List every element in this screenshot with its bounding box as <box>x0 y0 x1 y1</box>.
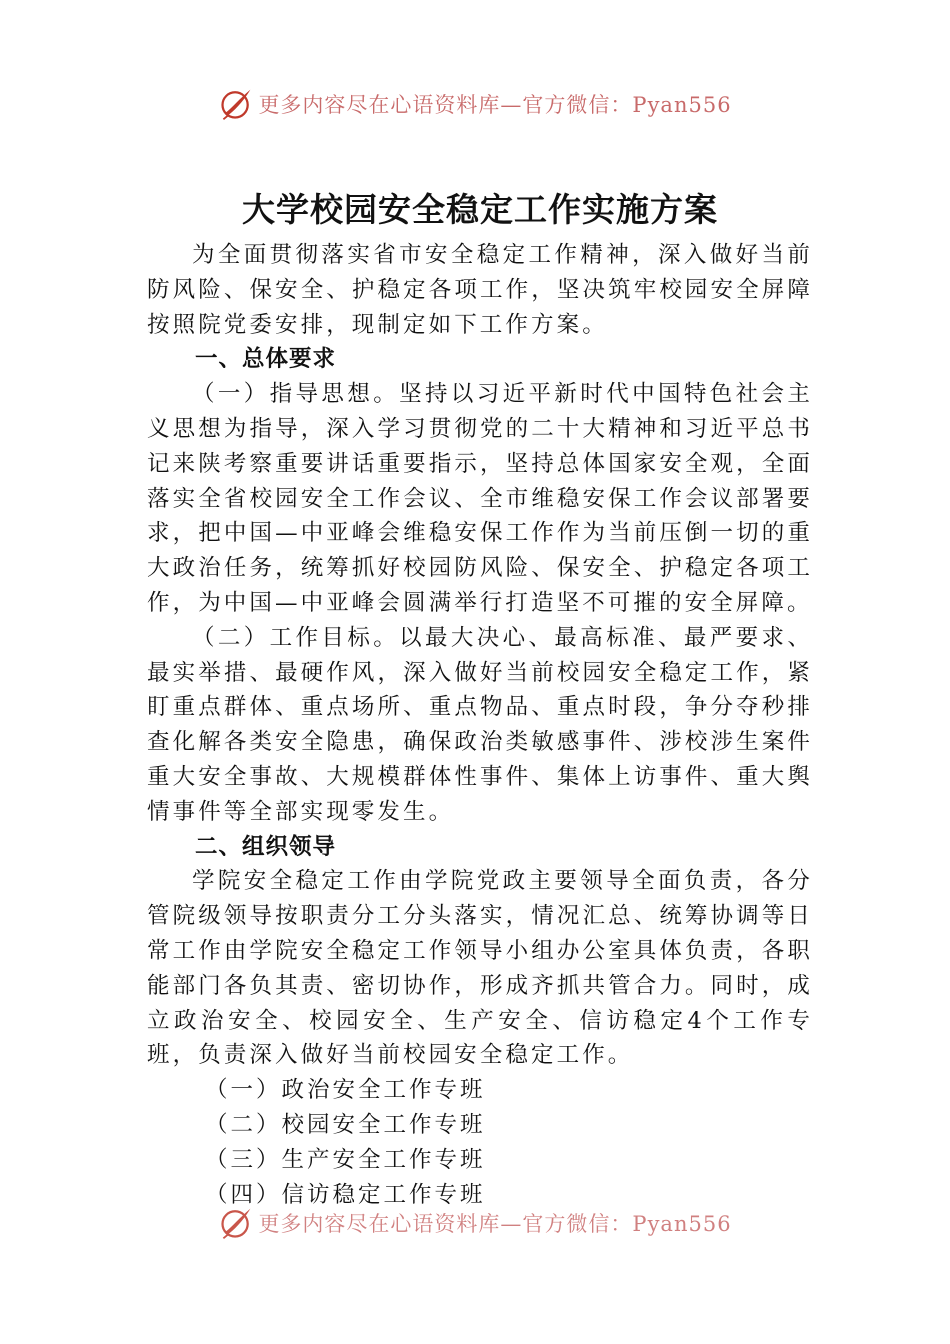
document-body <box>147 188 813 1212</box>
watermark-text: 更多内容尽在心语资料库—官方微信：Pyan556 <box>258 93 732 117</box>
section-heading-organization: 二、组织领导 <box>195 833 337 860</box>
watermark-header <box>0 84 950 124</box>
work-goals-paragraph: （二）工作目标。以最大决心、最高标准、最严要求、最实举措、最硬作风，深入做好当前校园安全稳定工作，紧盯重点群体、重点场所、重点物品、重点时段，争分夺秒排查化解各类安全隐患，确保政治类敏感事件、涉校涉生案件重大安全事故、大规模群体性事件、集体上访事件、重大舆情事件等全部实现零发生。 <box>147 624 813 825</box>
watermark-footer <box>0 1203 950 1243</box>
guiding-ideology-paragraph: （一）指导思想。坚持以习近平新时代中国特色社会主义思想为指导，深入学习贯彻党的二十大精神和习近平总书记来陕考察重要讲话重要指示，坚持总体国家安全观，全面落实全省校园安全工作会议、全市维稳安保工作会议部署要求，把中国—中亚峰会维稳安保工作作为当前压倒一切的重大政治任务，统筹抓好校园防风险、保安全、护稳定各项工作，为中国—中亚峰会圆满举行打造坚不可摧的安全屏障。 <box>147 381 813 616</box>
team-list-item: （一）政治安全工作专班 <box>205 1077 486 1104</box>
team-list-item: （四）信访稳定工作专班 <box>205 1181 486 1208</box>
intro-paragraph: 为全面贯彻落实省市安全稳定工作精神，深入做好当前防风险、保安全、护稳定各项工作，坚决筑牢校园安全屏障按照院党委安排，现制定如下工作方案。 <box>147 242 813 338</box>
section-heading-general-requirements: 一、总体要求 <box>195 346 337 373</box>
quill-logo-icon <box>218 86 254 122</box>
team-list-item: （二）校园安全工作专班 <box>205 1111 486 1138</box>
quill-logo-icon <box>218 1205 254 1241</box>
document-title: 大学校园安全稳定工作实施方案 <box>242 190 718 229</box>
organization-paragraph: 学院安全稳定工作由学院党政主要领导全面负责，各分管院级领导按职责分工分头落实，情况汇总、统筹协调等日常工作由学院安全稳定工作领导小组办公室具体负责，各职能部门各负其责、密切协作，形成齐抓共管合力。同时，成立政治安全、校园安全、生产安全、信访稳定4个工作专班，负责深入做好当前校园安全稳定工作。 <box>147 868 813 1069</box>
watermark-text: 更多内容尽在心语资料库—官方微信：Pyan556 <box>258 1212 732 1236</box>
team-list-item: （三）生产安全工作专班 <box>205 1146 486 1173</box>
